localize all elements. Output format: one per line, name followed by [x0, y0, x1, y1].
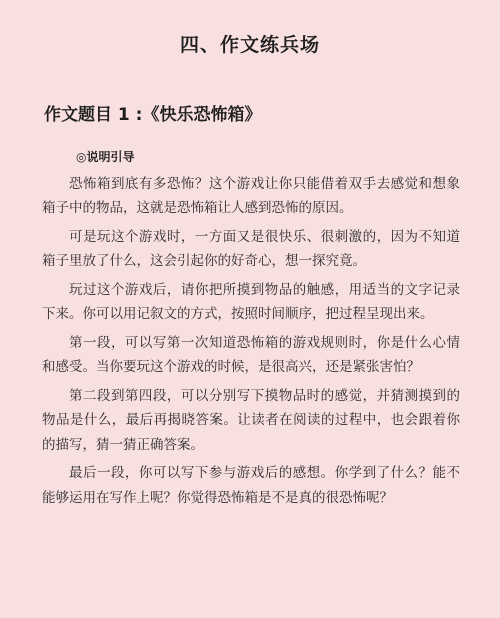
section-heading: 四、作文练兵场: [179, 34, 320, 56]
paragraph: 玩过这个游戏后，请你把所摸到物品的触感，用适当的文字记录下来。你可以用记叙文的方式，按照时间顺序，把过程呈现出来。: [42, 282, 460, 323]
guide-body: [42, 172, 460, 514]
paragraph: 第一段，可以写第一次知道恐怖箱的游戏规则时，你是什么心情和感受。当你要玩这个游戏的时候，是很高兴，还是紧张害怕？: [42, 335, 460, 376]
essay-title: 作文题目 1 :《快乐恐怖箱》: [44, 105, 262, 125]
paragraph: 最后一段，你可以写下参与游戏后的感想。你学到了什么？能不能够运用在写作上呢？你觉得恐怖箱是不是真的很恐怖呢？: [42, 465, 460, 506]
guide-label: ◎说明引导: [76, 150, 135, 164]
paragraph: 可是玩这个游戏时，一方面又是很快乐、很刺激的，因为不知道箱子里放了什么，这会引起你的好奇心，想一探究竟。: [42, 229, 460, 270]
paragraph: 恐怖箱到底有多恐怖？这个游戏让你只能借着双手去感觉和想象箱子中的物品，这就是恐怖箱让人感到恐怖的原因。: [42, 176, 460, 217]
paragraph: 第二段到第四段，可以分别写下摸物品时的感觉，并猜测摸到的物品是什么，最后再揭晓答案。让读者在阅读的过程中，也会跟着你的描写，猜一猜正确答案。: [42, 388, 460, 453]
